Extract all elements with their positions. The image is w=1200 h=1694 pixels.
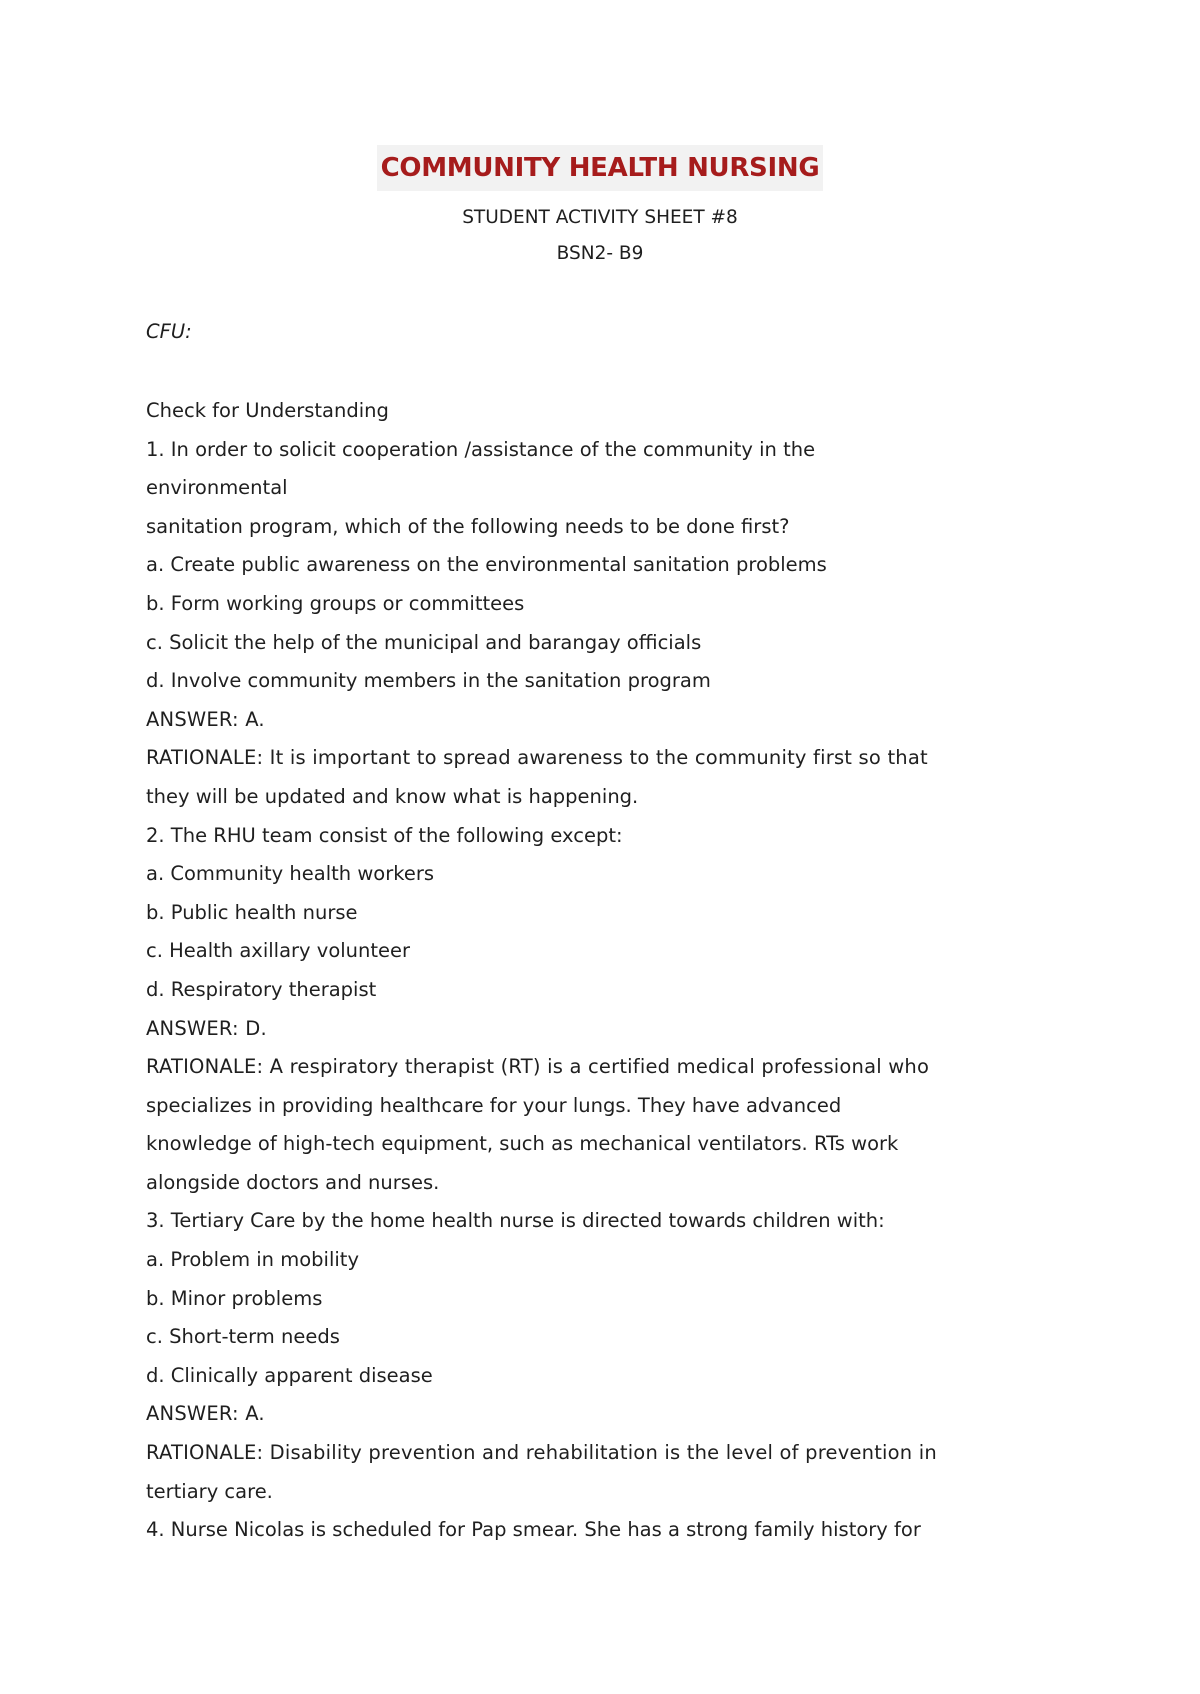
rationale-line: tertiary care. bbox=[146, 1479, 273, 1503]
rationale-line: knowledge of high-tech equipment, such as mechanical ventilators. RTs work bbox=[146, 1132, 899, 1156]
document-body bbox=[146, 392, 1046, 1550]
question-line: 2. The RHU team consist of the following except: bbox=[146, 823, 623, 847]
choice-line: b. Minor problems bbox=[146, 1286, 323, 1310]
cfu-label: CFU: bbox=[146, 320, 192, 343]
choice-line: a. Create public awareness on the environmental sanitation problems bbox=[146, 553, 827, 577]
answer-line: ANSWER: D. bbox=[146, 1016, 267, 1040]
rationale-line: alongside doctors and nurses. bbox=[146, 1170, 440, 1194]
choice-line: b. Public health nurse bbox=[146, 900, 358, 924]
rationale-line: they will be updated and know what is happening. bbox=[146, 784, 639, 808]
rationale-line: RATIONALE: It is important to spread awareness to the community first so that bbox=[146, 746, 928, 770]
answer-line: ANSWER: A. bbox=[146, 707, 265, 731]
rationale-line: specializes in providing healthcare for your lungs. They have advanced bbox=[146, 1093, 842, 1117]
question-line: 1. In order to solicit cooperation /assistance of the community in the bbox=[146, 437, 816, 461]
question-line: sanitation program, which of the following needs to be done first? bbox=[146, 514, 790, 538]
question-line: environmental bbox=[146, 476, 288, 500]
choice-line: a. Community health workers bbox=[146, 862, 434, 886]
choice-line: c. Short-term needs bbox=[146, 1325, 340, 1349]
rationale-line: RATIONALE: A respiratory therapist (RT) is a certified medical professional who bbox=[146, 1055, 930, 1079]
choice-line: d. Respiratory therapist bbox=[146, 977, 377, 1001]
activity-sheet-label: STUDENT ACTIVITY SHEET #8 bbox=[462, 207, 738, 228]
document-header bbox=[0, 145, 1200, 267]
choice-line: c. Health axillary volunteer bbox=[146, 939, 411, 963]
choice-line: a. Problem in mobility bbox=[146, 1248, 359, 1272]
choice-line: d. Involve community members in the sanitation program bbox=[146, 669, 711, 693]
choice-line: c. Solicit the help of the municipal and barangay officials bbox=[146, 630, 702, 654]
choice-line: d. Clinically apparent disease bbox=[146, 1363, 433, 1387]
choice-line: b. Form working groups or committees bbox=[146, 591, 525, 615]
class-section-label: BSN2- B9 bbox=[556, 243, 644, 264]
text-line: Check for Understanding bbox=[146, 399, 389, 422]
question-line: 3. Tertiary Care by the home health nurse is directed towards children with: bbox=[146, 1209, 885, 1233]
document-title: COMMUNITY HEALTH NURSING bbox=[377, 145, 824, 191]
question-line: 4. Nurse Nicolas is scheduled for Pap smear. She has a strong family history for bbox=[146, 1518, 921, 1542]
rationale-line: RATIONALE: Disability prevention and rehabilitation is the level of prevention in bbox=[146, 1441, 937, 1465]
answer-line: ANSWER: A. bbox=[146, 1402, 265, 1426]
